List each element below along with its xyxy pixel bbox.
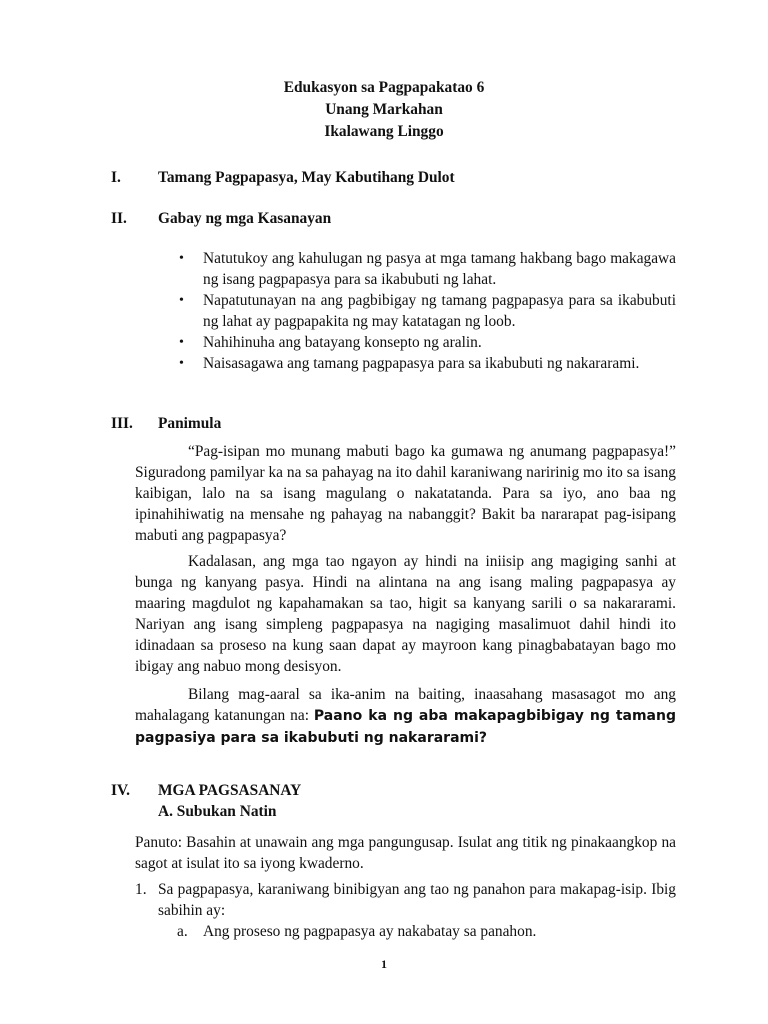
section-title: Gabay ng mga Kasanayan bbox=[158, 210, 332, 227]
section-number: II. bbox=[111, 210, 127, 227]
subsection-title: A. Subukan Natin bbox=[158, 803, 277, 820]
exercise-instructions: Panuto: Basahin at unawain ang mga pangungusap. Isulat ang titik ng pinakaangkop na sagot at isulat ito sa iyong kwaderno. bbox=[135, 834, 676, 872]
quarter-title: Unang Markahan bbox=[325, 101, 443, 118]
option-text: Ang proseso ng pagpapasya ay nakabatay sa panahon. bbox=[203, 923, 537, 940]
intro-lead-text: Bilang mag-aaral sa ika-anim na baiting, inaasahang masasagot mo ang mahalagang katanungan na: bbox=[135, 686, 676, 724]
intro-paragraph-1: “Pag-isipan mo munang mabuti bago ka gumawa ng anumang pagpapasya!” Siguradong pamilyar ka na sa pahayag na ito dahil karaniwang naririnig mo ito sa isang kaibigan, lalo na sa isang magulang o nakatatanda. Para sa iyo, ano baa ng ipinahihiwatig na mensahe ng pahayag na nabanggit? Bakit ba nararapat pag-isipang mabuti ang pagpapasya? bbox=[135, 443, 676, 544]
subject-title: Edukasyon sa Pagpapakatao 6 bbox=[283, 79, 485, 96]
week-title: Ikalawang Linggo bbox=[324, 123, 444, 140]
list-item: • Natutukoy ang kahulugan ng pasya at mga tamang hakbang bago makagawa ng isang pagpapasya para sa ikabubuti ng lahat. bbox=[177, 248, 676, 290]
answer-option bbox=[177, 921, 536, 942]
objectives-list bbox=[177, 248, 676, 374]
list-item: • Napatutunayan na ang pagbibigay ng tamang pagpapasya para sa ikabubuti ng lahat ay pagpapakita ng may katatagan ng loob. bbox=[177, 290, 676, 332]
section-number: III. bbox=[111, 415, 133, 432]
section-title: MGA PAGSASANAY bbox=[158, 782, 302, 799]
section-heading-3 bbox=[111, 413, 221, 434]
question-text: Sa pagpapasya, karaniwang binibigyan ang tao ng panahon para makapag-isip. Ibig sabihin ay: bbox=[158, 881, 676, 919]
document-header bbox=[0, 77, 768, 143]
question-number: 1. bbox=[135, 881, 147, 898]
page-number: 1 bbox=[381, 957, 387, 971]
option-letter: a. bbox=[177, 923, 188, 940]
list-item: • Naisasagawa ang tamang pagpapasya para sa ikabubuti ng nakararami. bbox=[177, 353, 676, 374]
section-title: Tamang Pagpapasya, May Kabutihang Dulot bbox=[158, 169, 455, 186]
section-number: IV. bbox=[111, 782, 130, 799]
key-question: Paano ka ng aba makapagbibigay ng tamang pagpasiya para sa ikabubuti ng nakararami? bbox=[135, 708, 676, 746]
question-item bbox=[135, 879, 676, 921]
section-heading-2 bbox=[111, 208, 331, 229]
section-title: Panimula bbox=[158, 415, 222, 432]
section-heading-4 bbox=[111, 780, 301, 801]
list-item: • Nahihinuha ang batayang konsepto ng aralin. bbox=[177, 332, 676, 353]
section-number: I. bbox=[111, 169, 121, 186]
intro-paragraph-3 bbox=[135, 684, 676, 749]
section-heading-1 bbox=[111, 167, 455, 188]
intro-paragraph-2: Kadalasan, ang mga tao ngayon ay hindi na iniisip ang magiging sanhi at bunga ng kanyang pasya. Hindi na alintana na ang isang maling pagpapasya ay maaring magdulot ng kapahamakan sa tao, higit sa kanyang sarili o sa nakararami. Nariyan ang isang simpleng pagpapasya na nagiging masalimuot dahil hindi ito idinadaan sa proseso na kung saan dapat ay mayroon kang pinagbabatayan bago mo ibigay ang nabuo mong desisyon. bbox=[135, 553, 676, 675]
